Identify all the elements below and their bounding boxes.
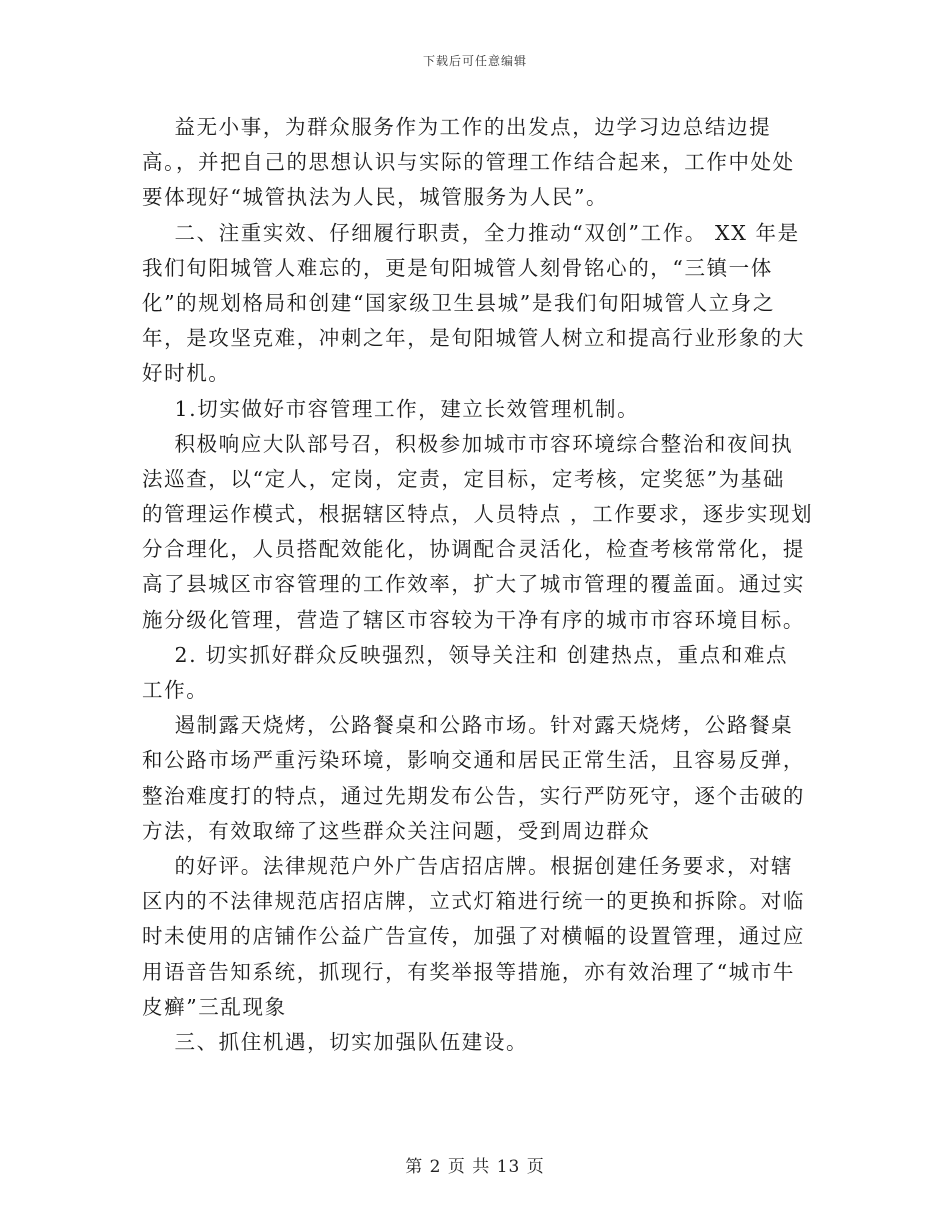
text-line: 的管理运作模式，根据辖区特点，人员特点 ，工作要求，逐步实现划: [142, 502, 814, 527]
text-line: 积极响应大队部号召，积极参加城市市容环境综合整治和夜间执: [142, 431, 794, 456]
text-line: 施分级化管理，营造了辖区市容较为干净有序的城市市容环境目标。: [142, 607, 805, 632]
page-footer: 第 2 页 共 13 页: [405, 1157, 545, 1177]
text-line: 2. 切实抓好群众反映强烈，领导关注和 创建热点，重点和难点: [142, 642, 789, 667]
text-line: 遏制露天烧烤，公路餐桌和公路市场。针对露天烧烤，公路餐桌: [142, 713, 794, 738]
text-line: 整治难度打的特点，通过先期发布公告，实行严防死守，逐个击破的: [142, 783, 805, 808]
text-line: 的好评。法律规范户外广告店招店牌。根据创建任务要求，对辖: [142, 853, 794, 878]
text-line: 化”的规划格局和创建“国家级卫生县城”是我们旬阳城管人立身之: [142, 290, 775, 315]
text-line: 分合理化，人员搭配效能化，协调配合灵活化，检查考核常常化，提: [142, 537, 805, 562]
text-line: 高了县城区市容管理的工作效率，扩大了城市管理的覆盖面。通过实: [142, 572, 805, 597]
text-line: 用语音告知系统，抓现行，有奖举报等措施，亦有效治理了“城市牛: [142, 959, 795, 984]
text-line: 我们旬阳城管人难忘的，更是旬阳城管人刻骨铭心的，“三镇一体: [142, 255, 773, 280]
text-line: 工作。: [142, 678, 209, 702]
text-line: 区内的不法律规范店招店牌，立式灯箱进行统一的更换和拆除。对临: [142, 889, 805, 914]
text-line: 要体现好“城管执法为人民，城管服务为人民”。: [142, 185, 609, 210]
page-header: 下载后可任意编辑: [422, 54, 527, 68]
text-line: 时未使用的店铺作公益广告宣传，加强了对横幅的设置管理，通过应: [142, 924, 805, 949]
text-line: 益无小事，为群众服务作为工作的出发点，边学习边总结边提: [142, 115, 772, 139]
text-line: 皮癣”三乱现象: [142, 994, 287, 1019]
text-line: 三、抓住机遇，切实加强队伍建设。: [142, 1029, 529, 1054]
text-line: 方法，有效取缔了这些群众关注问题，受到周边群众: [142, 818, 651, 843]
text-line: 法巡查，以“定人，定岗，定责，定目标，定考核，定奖惩”为基础: [142, 466, 785, 491]
text-line: 好时机。: [142, 361, 231, 386]
text-line: 高。，并把自己的思想认识与实际的管理工作结合起来，工作中处处: [142, 150, 795, 175]
text-line: 1.切实做好市容管理工作，建立长效管理机制。: [142, 396, 640, 421]
text-line: 二、注重实效、仔细履行职责，全力推动“双创”工作。 XX 年是: [142, 220, 800, 245]
document-body: [142, 110, 822, 1060]
text-line: 年，是攻坚克难，冲刺之年，是旬阳城管人树立和提高行业形象的大: [142, 326, 805, 351]
text-line: 和公路市场严重污染环境，影响交通和居民正常生活，且容易反弹，: [142, 748, 805, 773]
